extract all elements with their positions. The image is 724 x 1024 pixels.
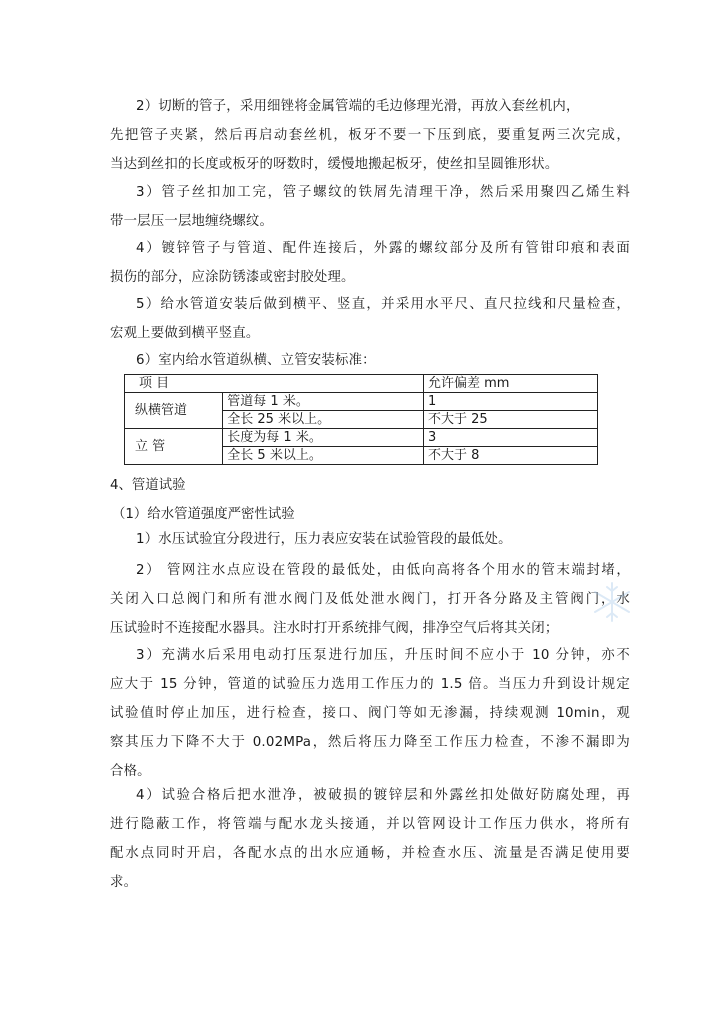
paragraph-standard-intro — [110, 346, 630, 375]
text-line: 应大于 15 分钟，管道的试验压力选用工作压力的 1.5 倍。当压力升到设计规定 — [110, 677, 630, 692]
text-line: 求。 — [110, 875, 138, 890]
table-header-row — [125, 375, 598, 393]
row-value: 不大于 25 — [423, 411, 597, 429]
text-line: 4）试验合格后把水泄净，被破损的镀锌层和外露丝扣处做好防腐处理，再 — [136, 788, 630, 803]
text-line: 配水点同时开启，各配水点的出水应通畅，并检查水压、流量是否满足使用要 — [110, 846, 630, 861]
table-row — [125, 429, 598, 447]
text-line: 关闭入口总阀门和所有泄水阀门及低处泄水阀门，打开各分路及主管阀门，水 — [110, 592, 630, 607]
text-line: 进行隐蔽工作，将管端与配水龙头接通，并以管网设计工作压力供水，将所有 — [110, 817, 630, 832]
text-line: 6）室内给水管道纵横、立管安装标准： — [136, 353, 376, 368]
paragraph-test-4 — [110, 781, 630, 897]
text-line: 压试验时不连接配水器具。注水时打开系统排气阀，排净空气后将其关闭； — [110, 621, 559, 636]
paragraph-test-2 — [110, 556, 630, 643]
section-title: 4、管道试验 — [110, 478, 186, 493]
paragraph-test-3 — [110, 641, 630, 786]
text-line: 试验值时停止加压，进行检查，接口、阀门等如无渗漏，持续观测 10min，观 — [110, 706, 630, 721]
table-row — [125, 393, 598, 411]
paragraph-cutting — [110, 92, 630, 179]
row-desc: 全长 25 米以上。 — [223, 411, 424, 429]
text-line: 2） 管网注水点应设在管段的最低处，由低向高将各个用水的管末端封堵， — [136, 563, 630, 578]
group-name: 立 管 — [125, 429, 223, 465]
text-line: 当达到丝扣的长度或板牙的呀数时，缓慢地搬起板牙，使丝扣呈圆锥形状。 — [110, 157, 559, 172]
text-line: 4）镀锌管子与管道、配件连接后，外露的螺纹部分及所有管钳印痕和表面 — [136, 241, 630, 256]
text-line: 损伤的部分，应涂防锈漆或密封胶处理。 — [110, 270, 355, 285]
header-item: 项 目 — [125, 375, 424, 393]
group-name: 纵横管道 — [125, 393, 223, 429]
text-line: 3）充满水后采用电动打压泵进行加压，升压时间不应小于 10 分钟，亦不 — [136, 648, 630, 663]
text-line: 宏观上要做到横平竖直。 — [110, 326, 260, 341]
paragraph-installation — [110, 290, 630, 348]
row-value: 不大于 8 — [423, 447, 597, 465]
snowflake-watermark-icon — [590, 580, 634, 624]
paragraph-threading — [110, 178, 630, 236]
header-tolerance: 允许偏差 mm — [423, 375, 597, 393]
paragraph-test-1 — [110, 525, 630, 554]
paragraph-galvanized — [110, 234, 630, 292]
text-line: 1）水压试验宜分段进行，压力表应安装在试验管段的最低处。 — [136, 532, 512, 547]
installation-standard-table — [124, 374, 598, 465]
text-line: 先把管子夹紧，然后再启动套丝机，板牙不要一下压到底，要重复两三次完成， — [110, 128, 630, 143]
row-desc: 全长 5 米以上。 — [223, 447, 424, 465]
text-line: 合格。 — [110, 764, 151, 779]
text-line: 3）管子丝扣加工完，管子螺纹的铁屑先清理干净，然后采用聚四乙烯生料 — [136, 185, 630, 200]
row-value: 1 — [423, 393, 597, 411]
row-desc: 长度为每 1 米。 — [223, 429, 424, 447]
text-line: 5）给水管道安装后做到横平、竖直，并采用水平尺、直尺拉线和尺量检查， — [136, 297, 630, 312]
row-value: 3 — [423, 429, 597, 447]
text-line: 带一层压一层地缠绕螺纹。 — [110, 214, 274, 229]
row-desc: 管道每 1 米。 — [223, 393, 424, 411]
subsection-title: （1）给水管道强度严密性试验 — [112, 507, 295, 522]
text-line: 察其压力下降不大于 0.02MPa，然后将压力降至工作压力检查，不渗不漏即为 — [110, 735, 630, 750]
text-line: 2）切断的管子，采用细锉将金属管端的毛边修理光滑，再放入套丝机内， — [136, 99, 580, 114]
